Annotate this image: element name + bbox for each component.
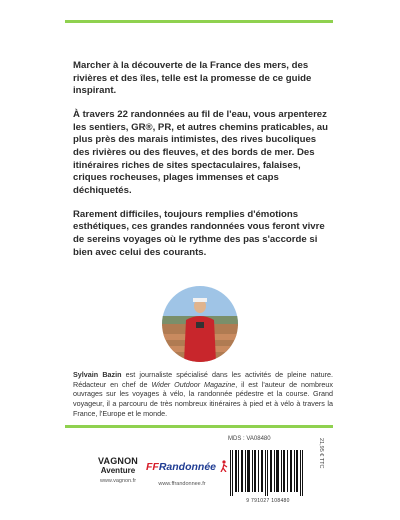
vagnon-brand: VAGNON [97,456,139,466]
vagnon-logo [94,456,142,502]
ffr-url: www.ffrandonnee.fr [158,481,206,487]
bottom-accent-bar [65,425,333,428]
ffrandonnee-logo [146,460,218,500]
intro-paragraph-3: Rarement difficiles, toujours remplies d'émotions esthétiques, ces grandes randonnées vous feront vivre de sereins voyages où le rythme des pas s'accorde si bien avec celui des courants. [73,208,325,258]
bio-text-2: , il est l'auteur de nombreux ouvrages sur les voyages à vélo, la randonnée pédestre et la course. Grand voyageur, il a parcouru de très nombreux itinéraires à pied et à vélo à travers la France, l'Europe et le monde. [73,379,333,418]
ffr-brand-ff: FF [146,461,159,473]
top-accent-bar [65,20,333,23]
vagnon-sub: Aventure [100,466,136,475]
isbn-number: 9 791027 108480 [246,498,290,504]
ffr-brand-rest: Randonnée [158,461,216,473]
barcode [228,450,308,496]
barcode-block [228,436,316,508]
vagnon-url: www.vagnon.fr [99,478,137,484]
mds-code: MDS : VA08480 [228,436,271,442]
intro-text [73,60,335,270]
author-photo [162,286,238,362]
magazine-title: Wider Outdoor Magazine [151,379,236,389]
price-label [316,438,326,498]
intro-paragraph-1: Marcher à la découverte de la France des mers, des rivières et des îles, telle est la promesse de ce guide inspirant. [73,60,312,97]
intro-paragraph-2: À travers 22 randonnées au fil de l'eau, vous arpenterez les sentiers, GR®, PR, et autres chemins praticables, au plus près des marais intimistes, des rives bucoliques des rivières ou des fleuves, et des bords de mer. Des itinéraires riches de sites spectaculaires, falaises, criques rocheuses, plages immenses et caps déchiquetés. [73,108,329,196]
author-bio [73,370,333,418]
price-text: 21,95 € TTC [318,438,324,469]
bio-text-1: est journaliste spécialisé dans les activités de pleine nature. Rédacteur en chef de [73,370,333,389]
author-name: Sylvain Bazin [73,370,122,379]
